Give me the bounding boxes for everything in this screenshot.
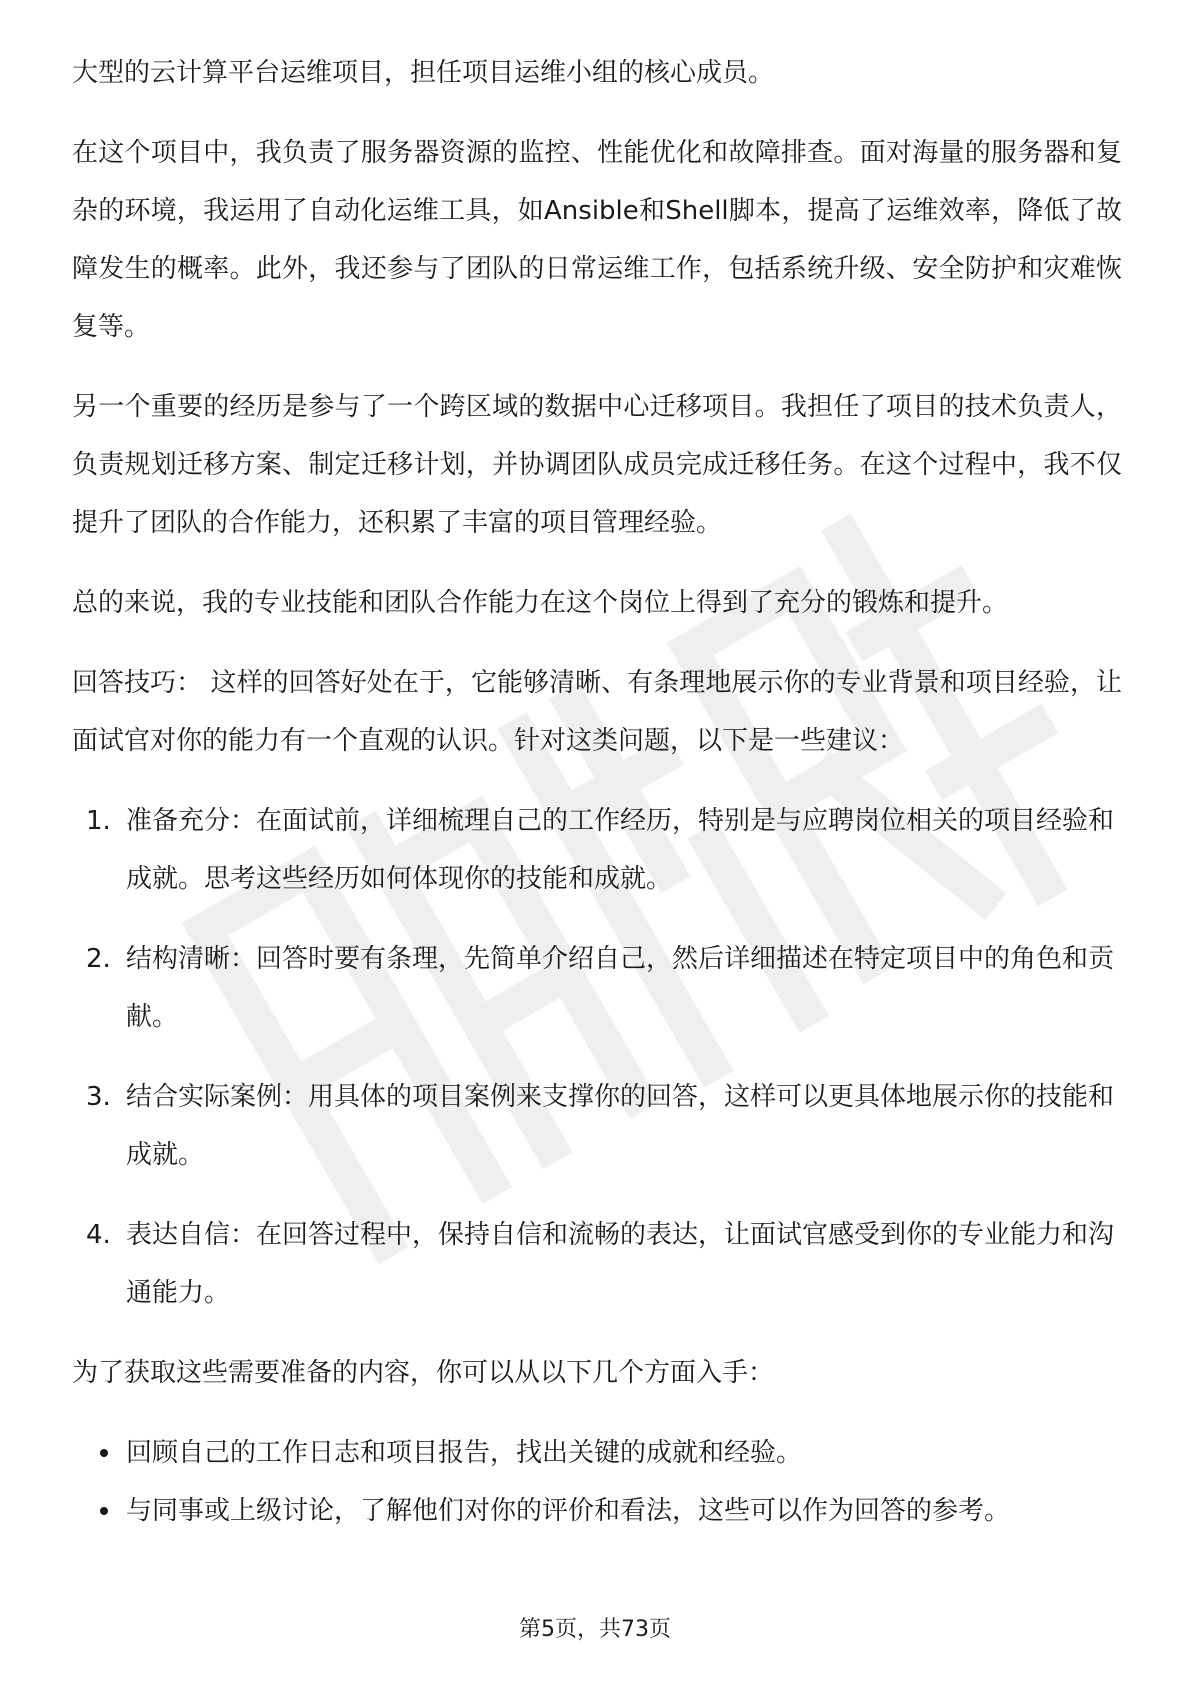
list-item-text: 结合实际案例：用具体的项目案例来支撑你的回答，这样可以更具体地展示你的技能和成就。	[126, 1082, 1115, 1170]
list-item-text: 表达自信：在回答过程中，保持自信和流畅的表达，让面试官感受到你的专业能力和沟通能力。	[126, 1220, 1115, 1308]
list-item	[72, 1206, 1122, 1322]
bullet-dot-icon	[100, 1449, 108, 1457]
paragraph-answer-tips: 回答技巧： 这样的回答好处在于，它能够清晰、有条理地展示你的专业背景和项目经验，让面试官对你的能力有一个直观的认识。针对这类问题，以下是一些建议：	[72, 668, 1122, 756]
list-number: 4.	[86, 1220, 111, 1250]
bullet-item	[72, 1482, 1122, 1540]
paragraph-4: 总的来说，我的专业技能和团队合作能力在这个岗位上得到了充分的锻炼和提升。	[72, 588, 1009, 618]
list-number: 3.	[86, 1082, 111, 1112]
document-body	[72, 44, 1122, 1540]
bullet-item	[72, 1424, 1122, 1482]
list-item-text: 结构清晰：回答时要有条理，先简单介绍自己，然后详细描述在特定项目中的角色和贡献。	[126, 944, 1115, 1032]
list-number: 1.	[86, 806, 111, 836]
list-number: 2.	[86, 944, 111, 974]
bullet-dot-icon	[100, 1507, 108, 1515]
tips-list	[72, 792, 1122, 1322]
list-item	[72, 930, 1122, 1046]
paragraph-3: 另一个重要的经历是参与了一个跨区域的数据中心迁移项目。我担任了项目的技术负责人，负责规划迁移方案、制定迁移计划，并协调团队成员完成迁移任务。在这个过程中，我不仅提升了团队的合作能力，还积累了丰富的项目管理经验。	[72, 392, 1122, 538]
paragraph-preparation: 为了获取这些需要准备的内容，你可以从以下几个方面入手：	[72, 1358, 775, 1388]
list-item	[72, 792, 1122, 908]
bullet-item-text: 与同事或上级讨论，了解他们对你的评价和看法，这些可以作为回答的参考。	[126, 1496, 1011, 1526]
paragraph-2: 在这个项目中，我负责了服务器资源的监控、性能优化和故障排查。面对海量的服务器和复杂的环境，我运用了自动化运维工具，如Ansible和Shell脚本，提高了运维效率，降低了故障发生的概率。此外，我还参与了团队的日常运维工作，包括系统升级、安全防护和灾难恢复等。	[72, 138, 1122, 342]
bullet-item-text: 回顾自己的工作日志和项目报告，找出关键的成就和经验。	[126, 1438, 803, 1468]
paragraph-1: 大型的云计算平台运维项目，担任项目运维小组的核心成员。	[72, 58, 775, 88]
list-item-text: 准备充分：在面试前，详细梳理自己的工作经历，特别是与应聘岗位相关的项目经验和成就。思考这些经历如何体现你的技能和成就。	[126, 806, 1115, 894]
list-item	[72, 1068, 1122, 1184]
bullet-list	[72, 1424, 1122, 1540]
page-number-footer: 第5页，共73页	[519, 1617, 671, 1642]
